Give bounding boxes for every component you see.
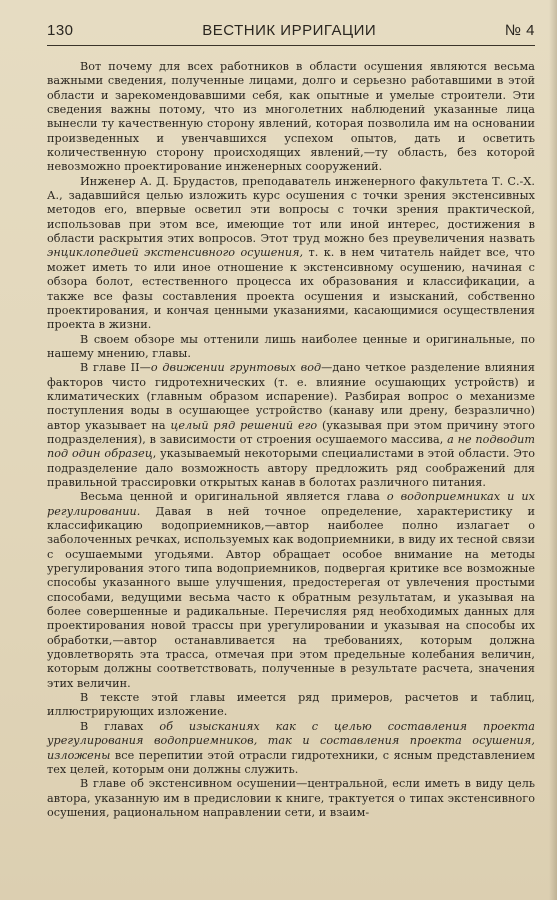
paragraph-2 — [47, 175, 535, 333]
text-segment: —дано четкое разделение влияния факторов чисто гидротехнических (т. е. влияние осушающих устройств) и климатических (главным образом испарение). Разбирая вопрос о механизме поступления воды в осушающее устройство (канаву или дрену, безразлично) автор указывает на — [47, 361, 535, 432]
issue-number: № 4 — [504, 22, 535, 39]
paragraph-1 — [47, 60, 535, 175]
paragraph-3 — [47, 333, 535, 362]
paragraph-6 — [47, 691, 535, 720]
paragraph-8 — [47, 777, 535, 820]
text-segment: , указываемый некоторыми специалистами в этой области. Это подразделение дало возможность автору предложить ряд соображений для правильной трассировки открытых канав в болотах различного питания. — [47, 447, 535, 489]
text-segment: В главе об экстенсивном осушении—центральной, если иметь в виду цель автора, указанную им в предисловии к книге, трактуется о типах экстенсивного осушения, рациональном направлении сети, и взаим- — [47, 777, 535, 819]
paragraph-5 — [47, 490, 535, 691]
text-segment: Инженер А. Д. Брудастов, преподаватель инженерного факультета Т. С.-Х. А., задавшийся целью изложить курс осушения с точки зрения экстенсивных методов его, впервые осветил эти вопросы с точки зрения практической, использовав при этом все, имеющие тот или иной интерес, достижения в области раскрытия этих вопросов. Этот труд можно без преувеличения назвать — [47, 174, 535, 246]
text-segment: В главе II— — [80, 361, 151, 375]
italic-segment: о движении грунтовых вод — [150, 361, 322, 375]
italic-segment: энциклопедией экстенсивного осушения, — [47, 246, 304, 260]
header-rule — [47, 45, 535, 46]
journal-title: ВЕСТНИК ИРРИГАЦИИ — [202, 22, 377, 39]
page-edge-shadow — [549, 0, 557, 900]
text-segment: т. к. в нем читатель найдет все, что может иметь то или иное отношение к экстенсивному осушению, начиная с обзора болот, естественного процесса их образования и классификации, а также все фазы составления проекта осушения и изысканий, собственно проектирования, и кончая ценными указаниями, касающимися осуществления проекта в жизни. — [47, 246, 535, 332]
text-segment: Весьма ценной и оригинальной является глава — [80, 490, 387, 504]
italic-segment: а не подводит под один образец — [47, 432, 536, 461]
italic-segment: об изысканиях как с целью составления проекта урегулирования водоприемников, так и составления проекта осушения, изложены — [47, 719, 535, 762]
text-segment: В тексте этой главы имеется ряд примеров, расчетов и таблиц, иллюстрирующих изложение. — [47, 691, 535, 719]
page-number: 130 — [47, 22, 74, 39]
text-segment: В главах — [80, 719, 160, 733]
text-segment: (указывая при этом причину этого подразделения), в зависимости от строения осушаемого массива, — [47, 418, 535, 446]
italic-segment: о водоприемниках и их регулировании. — [47, 490, 535, 518]
italic-segment: целый ряд решений его — [170, 418, 318, 432]
running-header — [47, 22, 535, 42]
text-segment: В своем обзоре мы оттенили лишь наиболее ценные и оригинальные, по нашему мнению, главы. — [47, 332, 535, 360]
text-segment: все перепитии этой отрасли гидротехники, с ясным представлением тех целей, которым они должны служить. — [47, 748, 535, 776]
paragraph-7 — [47, 720, 535, 777]
text-segment: Давая в ней точное определение, характеристику и классификацию водоприемников,—автор наиболее полно излагает о заболоченных речках, используемых как водоприемники, в виду их тесной связи с осушаемыми угодьями. Автор обращает особое внимание на методы урегулирования этого типа водоприемников, подвергая критике все возможные способы указанного выше улучшения, предостерегая от увлечения простыми способами, ведущими весьма часто к обратным результатам, и указывая на более совершенные и радикальные. Перечисляя ряд необходимых данных для проектирования новой трассы при урегулировании и указывая на способы их обработки,—автор останавливается на требованиях, которым должна удовлетворять эта трасса, отмечая при этом предельные колебания величин, которым должны соответствовать, полученные в результате расчета, значения этих величин. — [47, 504, 535, 690]
text-segment: Вот почему для всех работников в области осушения являются весьма важными сведения, полученные лицами, долго и серьезно работавшими в этой области и зарекомендовавшими себя, как опытные и умелые строители. Эти сведения важны потому, что из многолетних наблюдений указанные лица вынесли ту качественную сторону явлений, которая позволила им на основании произведенных и увенчавшихся успехом опытов, дать и осветить количественную сторону происходящих явлений,—ту область, без которой невозможно проектирование инженерных сооружений. — [47, 60, 535, 174]
article-body — [47, 60, 535, 820]
paragraph-4 — [47, 361, 535, 490]
